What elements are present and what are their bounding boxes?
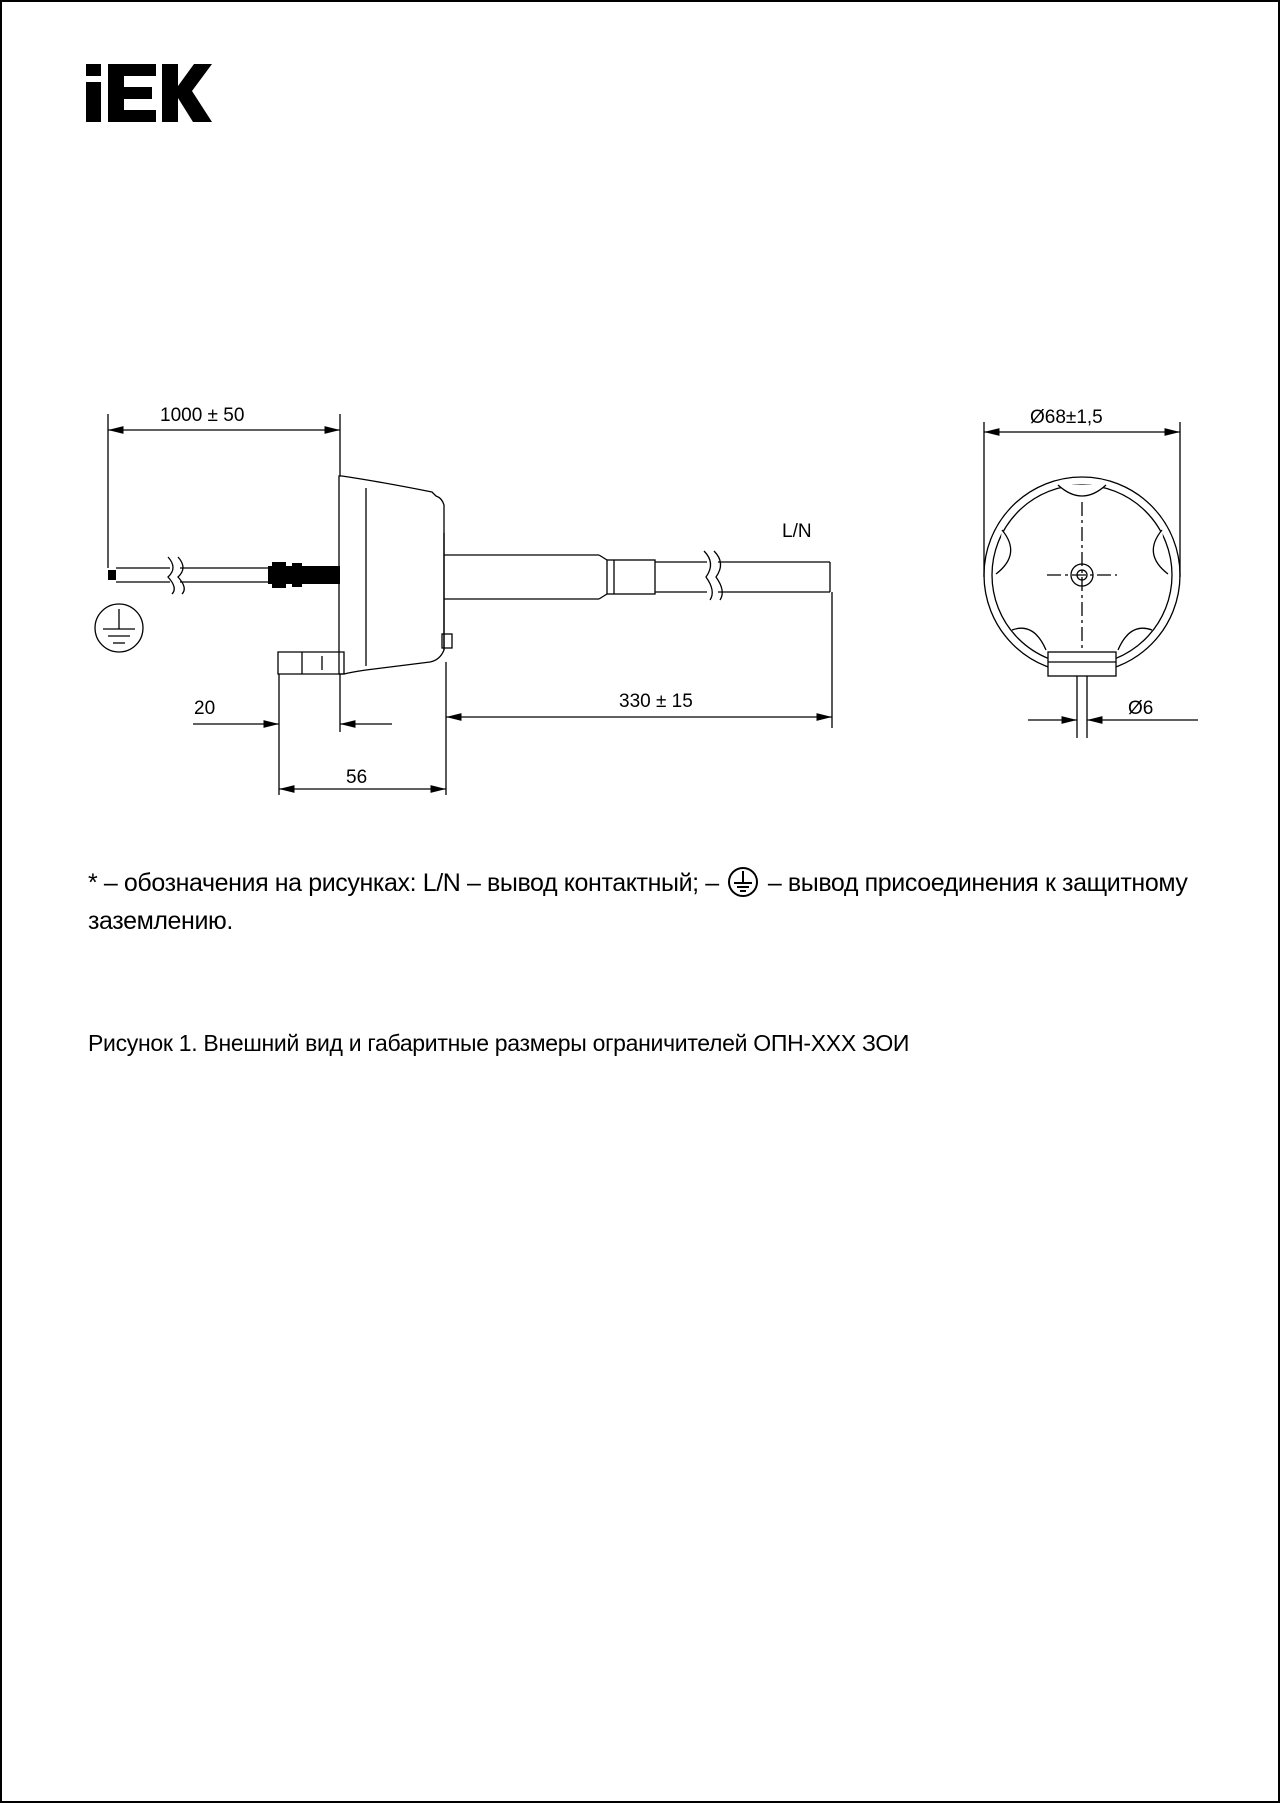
dim-text-bracket-width: 20: [194, 698, 216, 719]
dim-text-hole-diameter: Ø6: [1128, 698, 1154, 719]
dim-text-terminal: L/N: [782, 521, 812, 542]
legend-part-2: – вывод присоединения к защитному заземлению.: [88, 869, 1188, 935]
protective-earth-icon: [727, 866, 759, 898]
legend-part-1: * – обозначения на рисунках: L/N – вывод контактный; –: [88, 869, 719, 897]
dim-text-body-diameter: Ø68±1,5: [1030, 407, 1103, 428]
lead-conductor: [444, 551, 830, 600]
dim-text-base-width: 56: [346, 767, 368, 788]
figure-caption: Рисунок 1. Внешний вид и габаритные размеры ограничителей ОПН-XXX ЗОИ: [88, 1030, 910, 1056]
protective-earth-icon: [95, 604, 143, 652]
earth-cable: [108, 557, 340, 594]
dim-text-lead-length: 330 ± 15: [619, 691, 693, 712]
dim-cable-length: [108, 414, 340, 568]
legend-note: [88, 864, 1198, 940]
technical-drawing: [2, 2, 1280, 822]
dim-text-cable-length: 1000 ± 50: [160, 405, 245, 426]
